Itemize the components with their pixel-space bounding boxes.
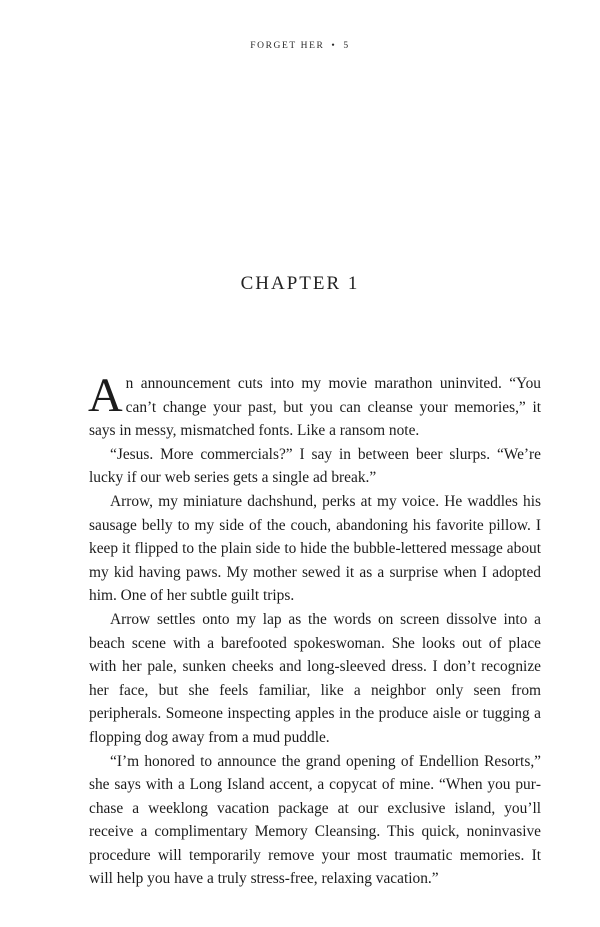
running-head-title: FORGET HER — [250, 41, 325, 51]
page-number: 5 — [343, 41, 350, 51]
paragraph-4: Arrow settles onto my lap as the words on screen dissolve into a beach scene with a barefooted spokeswoman. She looks out of place with her pale, sunken cheeks and long-sleeved dress. I don’t recognize her face, but she feels familiar, like a neighbor only seen from peripherals. Someone inspecting apples in the produce aisle or tugging a flopping dog away from a mud puddle. — [89, 610, 541, 746]
running-head — [0, 41, 600, 51]
paragraph-1 — [88, 369, 541, 443]
body-text — [88, 369, 541, 891]
paragraph-1-text: n announcement cuts into my movie marathon uninvited. “You can’t change your past, but you can cleanse your memories,” it says in messy, mismatched fonts. Like a ransom note. — [89, 375, 541, 440]
chapter-title: CHAPTER 1 — [240, 273, 360, 294]
paragraph-5: “I’m honored to announce the grand opening of Endellion Resorts,” she says with a Long Island accent, a copycat of mine. “When you purchase a weeklong vacation package at our exclusive island, you’ll receive a complimentary Memory Cleansing. This quick, noninvasive procedure will temporarily remove your most traumatic memories. It will help you have a truly stress-free, relaxing vacation.” — [89, 752, 541, 888]
drop-cap: A — [88, 369, 123, 422]
paragraph-3: Arrow, my miniature dachshund, perks at my voice. He waddles his sausage belly to my side of the couch, abandoning his favorite pillow. I keep it flipped to the plain side to hide the bubble-lettered message about my kid having paws. My mother sewed it as a surprise when I adopted him. One of her subtle guilt trips. — [89, 492, 541, 605]
running-head-separator: • — [331, 41, 337, 51]
paragraph-2: “Jesus. More commercials?” I say in between beer slurps. “We’re lucky if our web series gets a single ad break.” — [89, 445, 541, 487]
